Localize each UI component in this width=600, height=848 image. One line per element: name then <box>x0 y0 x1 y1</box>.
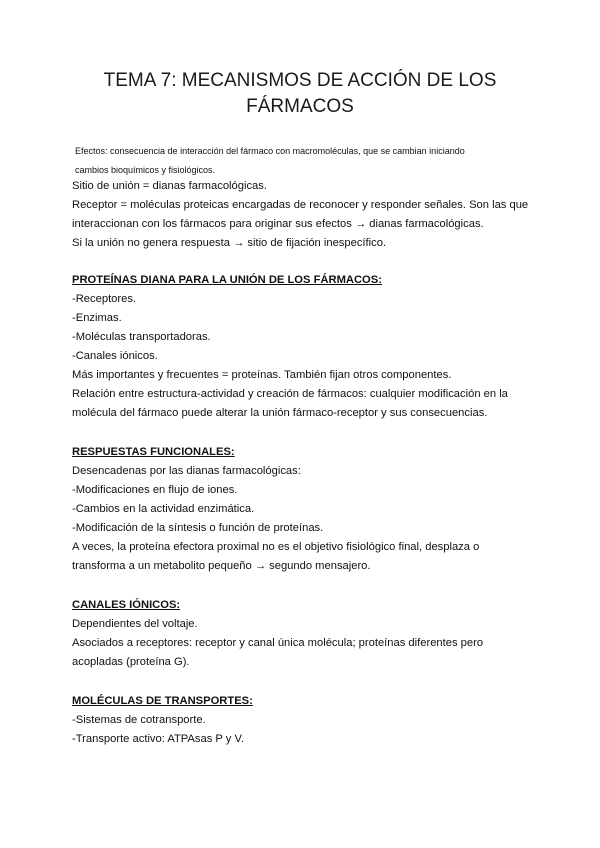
section-canales-ionicos <box>72 596 542 672</box>
text-line: Desencadenas por las dianas farmacológicas: <box>72 465 301 477</box>
title-line: TEMA 7: MECANISMOS DE ACCIÓN DE LOS <box>103 70 497 91</box>
text-line: -Canales iónicos. <box>72 350 158 362</box>
page-title <box>60 68 540 120</box>
text-line: A veces, la proteína efectora proximal no es el objetivo fisiológico final, desplaza o <box>72 541 480 553</box>
section-heading: PROTEÍNAS DIANA PARA LA UNIÓN DE LOS FÁRMACOS: <box>72 274 382 286</box>
text-line: Dependientes del voltaje. <box>72 618 198 630</box>
text-line: -Sistemas de cotransporte. <box>72 714 206 726</box>
text-line: Relación entre estructura-actividad y creación de fármacos: cualquier modificación en la <box>72 388 508 400</box>
text-line: interaccionan con los fármacos para originar sus efectos → dianas farmacológicas. <box>72 218 484 230</box>
text-line: Más importantes y frecuentes = proteínas. También fijan otros componentes. <box>72 369 452 381</box>
text-line: -Moléculas transportadoras. <box>72 331 211 343</box>
text-line: -Cambios en la actividad enzimática. <box>72 503 255 515</box>
text-line: -Enzimas. <box>72 312 122 324</box>
section-proteinas-diana <box>72 271 542 423</box>
text-line: transforma a un metabolito pequeño → segundo mensajero. <box>72 560 371 572</box>
effects-line: Efectos: consecuencia de interacción del fármaco con macromoléculas, que se cambian iniciando <box>75 146 465 156</box>
section-heading: CANALES IÓNICOS: <box>72 599 181 611</box>
section-moleculas-transporte <box>72 692 542 749</box>
text-line: -Transporte activo: ATPAsas P y V. <box>72 733 245 745</box>
text-line: molécula del fármaco puede alterar la unión fármaco-receptor y sus consecuencias. <box>72 407 488 419</box>
effects-note <box>75 142 535 180</box>
text-line: -Receptores. <box>72 293 137 305</box>
text-line: Asociados a receptores: receptor y canal única molécula; proteínas diferentes pero <box>72 637 484 649</box>
section-respuestas-funcionales <box>72 443 542 576</box>
title-line: FÁRMACOS <box>246 96 354 117</box>
text-line: Receptor = moléculas proteicas encargadas de reconocer y responder señales. Son las que <box>72 199 529 211</box>
effects-line: cambios bioquímicos y fisiológicos. <box>75 165 216 175</box>
text-line: -Modificación de la síntesis o función de proteínas. <box>72 522 324 534</box>
text-line: acopladas (proteína G). <box>72 656 190 668</box>
section-heading: MOLÉCULAS DE TRANSPORTES: <box>72 695 253 707</box>
section-heading: RESPUESTAS FUNCIONALES: <box>72 446 235 458</box>
text-line: Sitio de unión = dianas farmacológicas. <box>72 180 267 192</box>
intro-block <box>72 177 542 253</box>
text-line: -Modificaciones en flujo de iones. <box>72 484 238 496</box>
text-line: Si la unión no genera respuesta → sitio de fijación inespecífico. <box>72 237 387 249</box>
